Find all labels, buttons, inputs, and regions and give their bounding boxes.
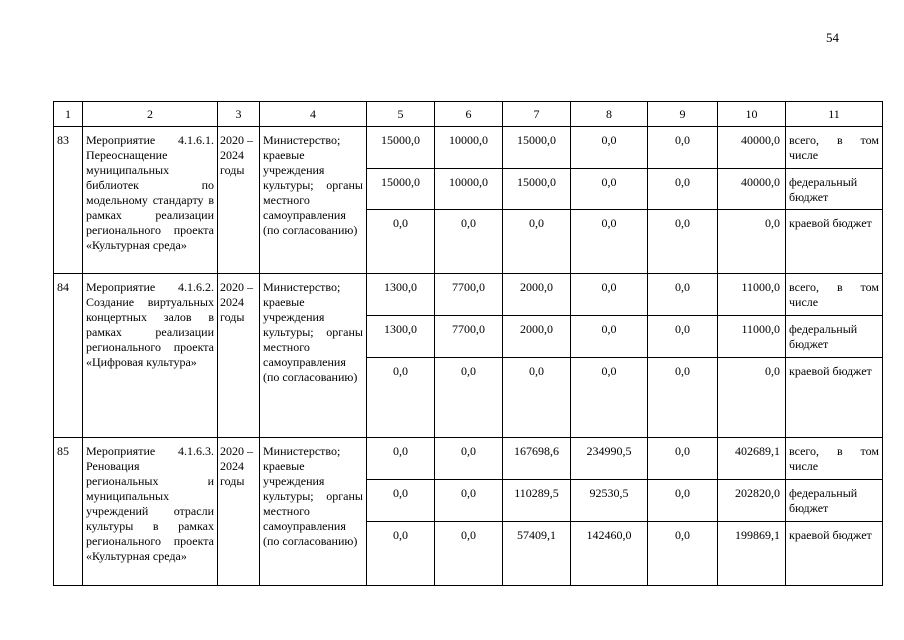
header-cell: 9 [648, 102, 718, 127]
header-cell: 7 [503, 102, 571, 127]
value-cell: 15000,0 [367, 169, 435, 210]
value-cell: 0,0 [435, 438, 503, 480]
value-cell: 92530,5 [571, 480, 648, 522]
row-number: 83 [54, 127, 83, 274]
value-cell: 0,0 [648, 522, 718, 586]
value-cell: 0,0 [571, 127, 648, 169]
header-cell: 10 [718, 102, 786, 127]
funding-source: краевой бюджет [786, 210, 883, 274]
funding-source: всего, в том числе [786, 274, 883, 316]
value-cell: 0,0 [571, 358, 648, 438]
value-cell: 0,0 [367, 358, 435, 438]
measure-name: Мероприятие 4.1.6.2. Создание виртуальных концертных залов в рамках реализации регионального проекта «Цифровая культура» [83, 274, 218, 438]
header-cell: 4 [260, 102, 367, 127]
funding-source: краевой бюджет [786, 358, 883, 438]
value-cell: 10000,0 [435, 127, 503, 169]
value-cell: 234990,5 [571, 438, 648, 480]
header-cell: 8 [571, 102, 648, 127]
period: 2020 – 2024 годы [218, 274, 260, 438]
value-cell: 0,0 [435, 358, 503, 438]
value-cell: 15000,0 [503, 127, 571, 169]
funding-source: всего, в том числе [786, 438, 883, 480]
value-cell: 2000,0 [503, 316, 571, 358]
value-cell: 0,0 [435, 210, 503, 274]
value-cell: 10000,0 [435, 169, 503, 210]
value-cell: 1300,0 [367, 316, 435, 358]
value-cell: 0,0 [648, 480, 718, 522]
value-cell: 0,0 [503, 210, 571, 274]
funding-source: краевой бюджет [786, 522, 883, 586]
funding-source: федеральный бюджет [786, 169, 883, 210]
header-cell: 3 [218, 102, 260, 127]
value-cell: 7700,0 [435, 274, 503, 316]
value-cell: 40000,0 [718, 169, 786, 210]
executor: Министерство; краевые учреждения культуры; органы местного самоуправления (по согласованию) [260, 127, 367, 274]
funding-source: всего, в том числе [786, 127, 883, 169]
value-cell: 0,0 [571, 169, 648, 210]
header-cell: 5 [367, 102, 435, 127]
value-cell: 15000,0 [503, 169, 571, 210]
value-cell: 0,0 [435, 480, 503, 522]
executor: Министерство; краевые учреждения культуры; органы местного самоуправления (по согласованию) [260, 274, 367, 438]
value-cell: 0,0 [571, 316, 648, 358]
row-number: 84 [54, 274, 83, 438]
header-cell: 1 [54, 102, 83, 127]
value-cell: 0,0 [718, 358, 786, 438]
value-cell: 1300,0 [367, 274, 435, 316]
value-cell: 167698,6 [503, 438, 571, 480]
budget-table [53, 101, 883, 586]
value-cell: 2000,0 [503, 274, 571, 316]
funding-source: федеральный бюджет [786, 480, 883, 522]
funding-source: федеральный бюджет [786, 316, 883, 358]
value-cell: 0,0 [648, 316, 718, 358]
value-cell: 0,0 [367, 210, 435, 274]
value-cell: 0,0 [648, 358, 718, 438]
header-cell: 2 [83, 102, 218, 127]
table-row [54, 438, 883, 480]
value-cell: 0,0 [367, 522, 435, 586]
value-cell: 0,0 [648, 438, 718, 480]
page-number: 54 [826, 30, 839, 45]
value-cell: 0,0 [648, 274, 718, 316]
value-cell: 0,0 [503, 358, 571, 438]
table-row [54, 127, 883, 169]
value-cell: 402689,1 [718, 438, 786, 480]
value-cell: 199869,1 [718, 522, 786, 586]
value-cell: 0,0 [435, 522, 503, 586]
row-number: 85 [54, 438, 83, 586]
header-cell: 6 [435, 102, 503, 127]
period: 2020 – 2024 годы [218, 127, 260, 274]
value-cell: 15000,0 [367, 127, 435, 169]
value-cell: 0,0 [571, 210, 648, 274]
value-cell: 0,0 [718, 210, 786, 274]
value-cell: 110289,5 [503, 480, 571, 522]
value-cell: 0,0 [367, 480, 435, 522]
value-cell: 7700,0 [435, 316, 503, 358]
measure-name: Мероприятие 4.1.6.3. Реновация региональных и муниципальных учреждений отрасли культуры в рамках регионального проекта «Культурная среда» [83, 438, 218, 586]
executor: Министерство; краевые учреждения культуры; органы местного самоуправления (по согласованию) [260, 438, 367, 586]
value-cell: 57409,1 [503, 522, 571, 586]
value-cell: 0,0 [648, 127, 718, 169]
value-cell: 11000,0 [718, 316, 786, 358]
value-cell: 40000,0 [718, 127, 786, 169]
value-cell: 0,0 [571, 274, 648, 316]
value-cell: 142460,0 [571, 522, 648, 586]
value-cell: 202820,0 [718, 480, 786, 522]
value-cell: 11000,0 [718, 274, 786, 316]
measure-name: Мероприятие 4.1.6.1. Переоснащение муниципальных библиотек по модельному стандарту в рамках реализации регионального проекта «Культурная среда» [83, 127, 218, 274]
value-cell: 0,0 [367, 438, 435, 480]
header-cell: 11 [786, 102, 883, 127]
header-row [54, 102, 883, 127]
value-cell: 0,0 [648, 169, 718, 210]
table-row [54, 274, 883, 316]
value-cell: 0,0 [648, 210, 718, 274]
period: 2020 – 2024 годы [218, 438, 260, 586]
